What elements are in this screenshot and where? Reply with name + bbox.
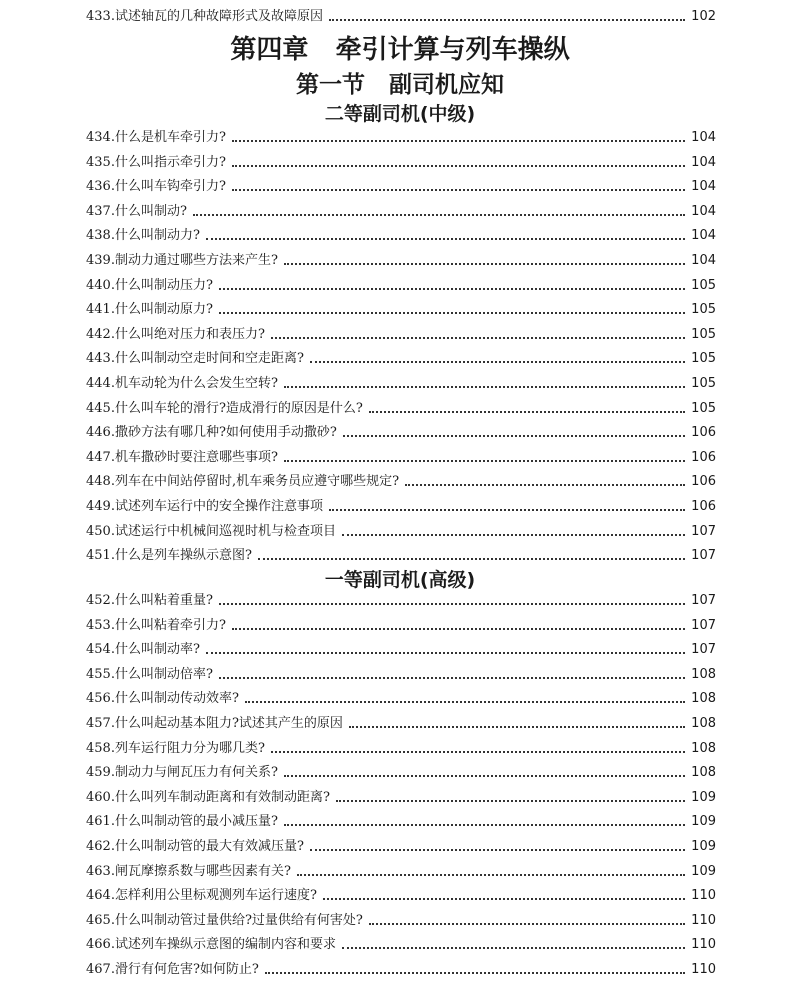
entry-page: 105 — [691, 351, 716, 366]
entry-title: 试述轴瓦的几种故障形式及故障原因 — [114, 9, 323, 24]
entry-number: 450. — [86, 524, 115, 539]
dot-leader — [343, 435, 685, 437]
entry-number: 442. — [86, 327, 115, 342]
toc-entry — [86, 126, 716, 150]
dot-leader — [219, 312, 685, 314]
entry-number: 435. — [86, 155, 115, 170]
toc-entry — [86, 421, 716, 445]
entry-page: 106 — [691, 499, 716, 514]
toc-entry — [86, 761, 716, 785]
dot-leader — [258, 558, 685, 560]
entry-page: 110 — [691, 937, 716, 952]
entry-page: 105 — [691, 401, 716, 416]
entry-number: 465. — [86, 913, 115, 928]
toc-entry — [86, 958, 716, 982]
entry-page: 110 — [691, 962, 716, 977]
chapter-title: 第四章 牵引计算与列车操纵 — [230, 35, 570, 65]
entry-number: 461. — [86, 814, 115, 829]
toc-entry — [86, 544, 716, 568]
dot-leader — [284, 824, 685, 826]
entry-page: 104 — [691, 130, 716, 145]
dot-leader — [219, 288, 685, 290]
entry-page: 107 — [691, 593, 716, 608]
entry-page: 105 — [691, 327, 716, 342]
entry-number: 464. — [86, 888, 115, 903]
entry-number: 437. — [86, 204, 115, 219]
entry-page: 105 — [691, 302, 716, 317]
dot-leader — [342, 947, 685, 949]
dot-leader — [232, 140, 685, 142]
entry-title: 什么叫制动倍率? — [114, 667, 213, 682]
dot-leader — [219, 677, 685, 679]
dot-leader — [245, 701, 685, 703]
toc-entry — [86, 520, 716, 544]
toc-entry — [86, 5, 716, 29]
entry-page: 107 — [691, 548, 716, 563]
entry-title: 机车动轮为什么会发生空转? — [114, 376, 278, 391]
toc-entry — [86, 175, 716, 199]
entry-page: 104 — [691, 228, 716, 243]
toc-entry — [86, 884, 716, 908]
entry-number: 433. — [86, 9, 115, 24]
dot-leader — [369, 923, 685, 925]
toc-entry — [86, 786, 716, 810]
entry-page: 108 — [691, 716, 716, 731]
toc-entry — [86, 614, 716, 638]
dot-leader — [336, 800, 685, 802]
entry-number: 436. — [86, 179, 115, 194]
entry-number: 441. — [86, 302, 115, 317]
entry-title: 什么叫制动管的最小减压量? — [114, 814, 278, 829]
toc-entry — [86, 712, 716, 736]
dot-leader — [284, 263, 685, 265]
dot-leader — [284, 460, 685, 462]
entry-title: 闸瓦摩擦系数与哪些因素有关? — [114, 864, 291, 879]
toc-entry — [86, 810, 716, 834]
entry-title: 试述运行中机械间巡视时机与检查项目 — [114, 524, 336, 539]
entry-title: 什么叫制动率? — [114, 642, 200, 657]
dot-leader — [342, 534, 685, 536]
entry-title: 什么是列车操纵示意图? — [114, 548, 252, 563]
entry-page: 104 — [691, 179, 716, 194]
dot-leader — [206, 652, 685, 654]
dot-leader — [329, 19, 685, 21]
entry-title: 什么叫粘着牵引力? — [114, 618, 226, 633]
toc-entry — [86, 397, 716, 421]
dot-leader — [206, 238, 685, 240]
entry-page: 109 — [691, 839, 716, 854]
entry-title: 制动力与闸瓦压力有何关系? — [114, 765, 278, 780]
entry-number: 462. — [86, 839, 115, 854]
entry-number: 451. — [86, 548, 115, 563]
dot-leader — [232, 165, 685, 167]
toc-entry — [86, 446, 716, 470]
toc-entry — [86, 249, 716, 273]
dot-leader — [297, 874, 685, 876]
dot-leader — [232, 628, 685, 630]
entry-title: 什么叫列车制动距离和有效制动距离? — [114, 790, 330, 805]
toc-entry — [86, 372, 716, 396]
entry-page: 109 — [691, 864, 716, 879]
entry-page: 105 — [691, 376, 716, 391]
dot-leader — [232, 189, 685, 191]
toc-entry — [86, 274, 716, 298]
toc-entry — [86, 323, 716, 347]
entry-number: 449. — [86, 499, 115, 514]
entry-number: 463. — [86, 864, 115, 879]
toc-entry — [86, 835, 716, 859]
toc-entry — [86, 224, 716, 248]
dot-leader — [369, 411, 685, 413]
entry-page: 108 — [691, 765, 716, 780]
entry-number: 443. — [86, 351, 115, 366]
toc-entry — [86, 298, 716, 322]
entry-page: 107 — [691, 642, 716, 657]
entry-title: 什么叫车钩牵引力? — [114, 179, 226, 194]
toc-entry — [86, 663, 716, 687]
dot-leader — [284, 386, 685, 388]
entry-number: 460. — [86, 790, 115, 805]
dot-leader — [329, 509, 685, 511]
entry-title: 列车在中间站停留时,机车乘务员应遵守哪些规定? — [114, 474, 400, 489]
entry-page: 104 — [691, 155, 716, 170]
toc-entry — [86, 860, 716, 884]
entry-number: 446. — [86, 425, 115, 440]
entry-number: 452. — [86, 593, 115, 608]
entry-page: 109 — [691, 814, 716, 829]
entry-page: 102 — [691, 9, 716, 24]
entry-title: 试述列车运行中的安全操作注意事项 — [114, 499, 323, 514]
dot-leader — [284, 775, 685, 777]
entry-title: 什么叫指示牵引力? — [114, 155, 226, 170]
entry-page: 106 — [691, 425, 716, 440]
entry-title: 什么叫制动? — [114, 204, 187, 219]
entry-number: 459. — [86, 765, 115, 780]
toc-entry — [86, 347, 716, 371]
entry-title: 什么叫制动传动效率? — [114, 691, 239, 706]
toc-entry — [86, 909, 716, 933]
dot-leader — [405, 484, 685, 486]
entry-page: 108 — [691, 667, 716, 682]
entry-page: 108 — [691, 741, 716, 756]
entry-number: 457. — [86, 716, 115, 731]
entry-number: 458. — [86, 741, 115, 756]
entry-page: 110 — [691, 888, 716, 903]
entry-number: 447. — [86, 450, 115, 465]
entry-title: 什么叫制动压力? — [114, 278, 213, 293]
entry-number: 440. — [86, 278, 115, 293]
toc-entry — [86, 589, 716, 613]
entry-number: 445. — [86, 401, 115, 416]
toc-entry — [86, 151, 716, 175]
section-title: 第一节 副司机应知 — [295, 72, 505, 98]
entry-number: 434. — [86, 130, 115, 145]
entry-page: 104 — [691, 204, 716, 219]
entry-title: 什么是机车牵引力? — [114, 130, 226, 145]
toc-entry — [86, 470, 716, 494]
entry-title: 什么叫起动基本阻力?试述其产生的原因 — [114, 716, 343, 731]
dot-leader — [271, 337, 685, 339]
entry-title: 制动力通过哪些方法来产生? — [114, 253, 278, 268]
entry-number: 438. — [86, 228, 115, 243]
toc-entry — [86, 737, 716, 761]
entry-number: 439. — [86, 253, 115, 268]
entry-number: 453. — [86, 618, 115, 633]
entry-number: 448. — [86, 474, 115, 489]
entry-number: 467. — [86, 962, 115, 977]
entry-title: 什么叫粘着重量? — [114, 593, 213, 608]
entry-title: 什么叫制动管的最大有效减压量? — [114, 839, 304, 854]
entry-title: 什么叫绝对压力和表压力? — [114, 327, 265, 342]
entry-number: 444. — [86, 376, 115, 391]
entry-number: 455. — [86, 667, 115, 682]
entry-page: 108 — [691, 691, 716, 706]
entry-page: 109 — [691, 790, 716, 805]
entry-title: 什么叫制动空走时间和空走距离? — [114, 351, 304, 366]
entry-title: 机车撒砂时要注意哪些事项? — [114, 450, 278, 465]
dot-leader — [310, 361, 685, 363]
entry-title: 列车运行阻力分为哪几类? — [114, 741, 265, 756]
entry-page: 105 — [691, 278, 716, 293]
entry-title: 怎样利用公里标观测列车运行速度? — [114, 888, 317, 903]
entry-title: 撒砂方法有哪几种?如何使用手动撒砂? — [114, 425, 337, 440]
dot-leader — [193, 214, 685, 216]
entry-number: 466. — [86, 937, 115, 952]
entry-page: 106 — [691, 474, 716, 489]
dot-leader — [219, 603, 685, 605]
toc-entry — [86, 933, 716, 957]
entry-page: 106 — [691, 450, 716, 465]
dot-leader — [323, 898, 685, 900]
toc-entry — [86, 200, 716, 224]
entry-title: 滑行有何危害?如何防止? — [114, 962, 259, 977]
level-heading: 一等副司机(高级) — [324, 569, 476, 591]
entry-page: 104 — [691, 253, 716, 268]
dot-leader — [271, 751, 685, 753]
entry-page: 110 — [691, 913, 716, 928]
toc-entry — [86, 638, 716, 662]
entry-title: 什么叫车轮的滑行?造成滑行的原因是什么? — [114, 401, 363, 416]
entry-title: 什么叫制动力? — [114, 228, 200, 243]
entry-title: 什么叫制动原力? — [114, 302, 213, 317]
entry-title: 什么叫制动管过量供给?过量供给有何害处? — [114, 913, 363, 928]
level-heading: 二等副司机(中级) — [324, 103, 476, 125]
entry-title: 试述列车操纵示意图的编制内容和要求 — [114, 937, 336, 952]
entry-page: 107 — [691, 524, 716, 539]
toc-entry — [86, 687, 716, 711]
entry-page: 107 — [691, 618, 716, 633]
entry-number: 456. — [86, 691, 115, 706]
dot-leader — [349, 726, 685, 728]
entry-number: 454. — [86, 642, 115, 657]
toc-entry — [86, 495, 716, 519]
dot-leader — [310, 849, 685, 851]
